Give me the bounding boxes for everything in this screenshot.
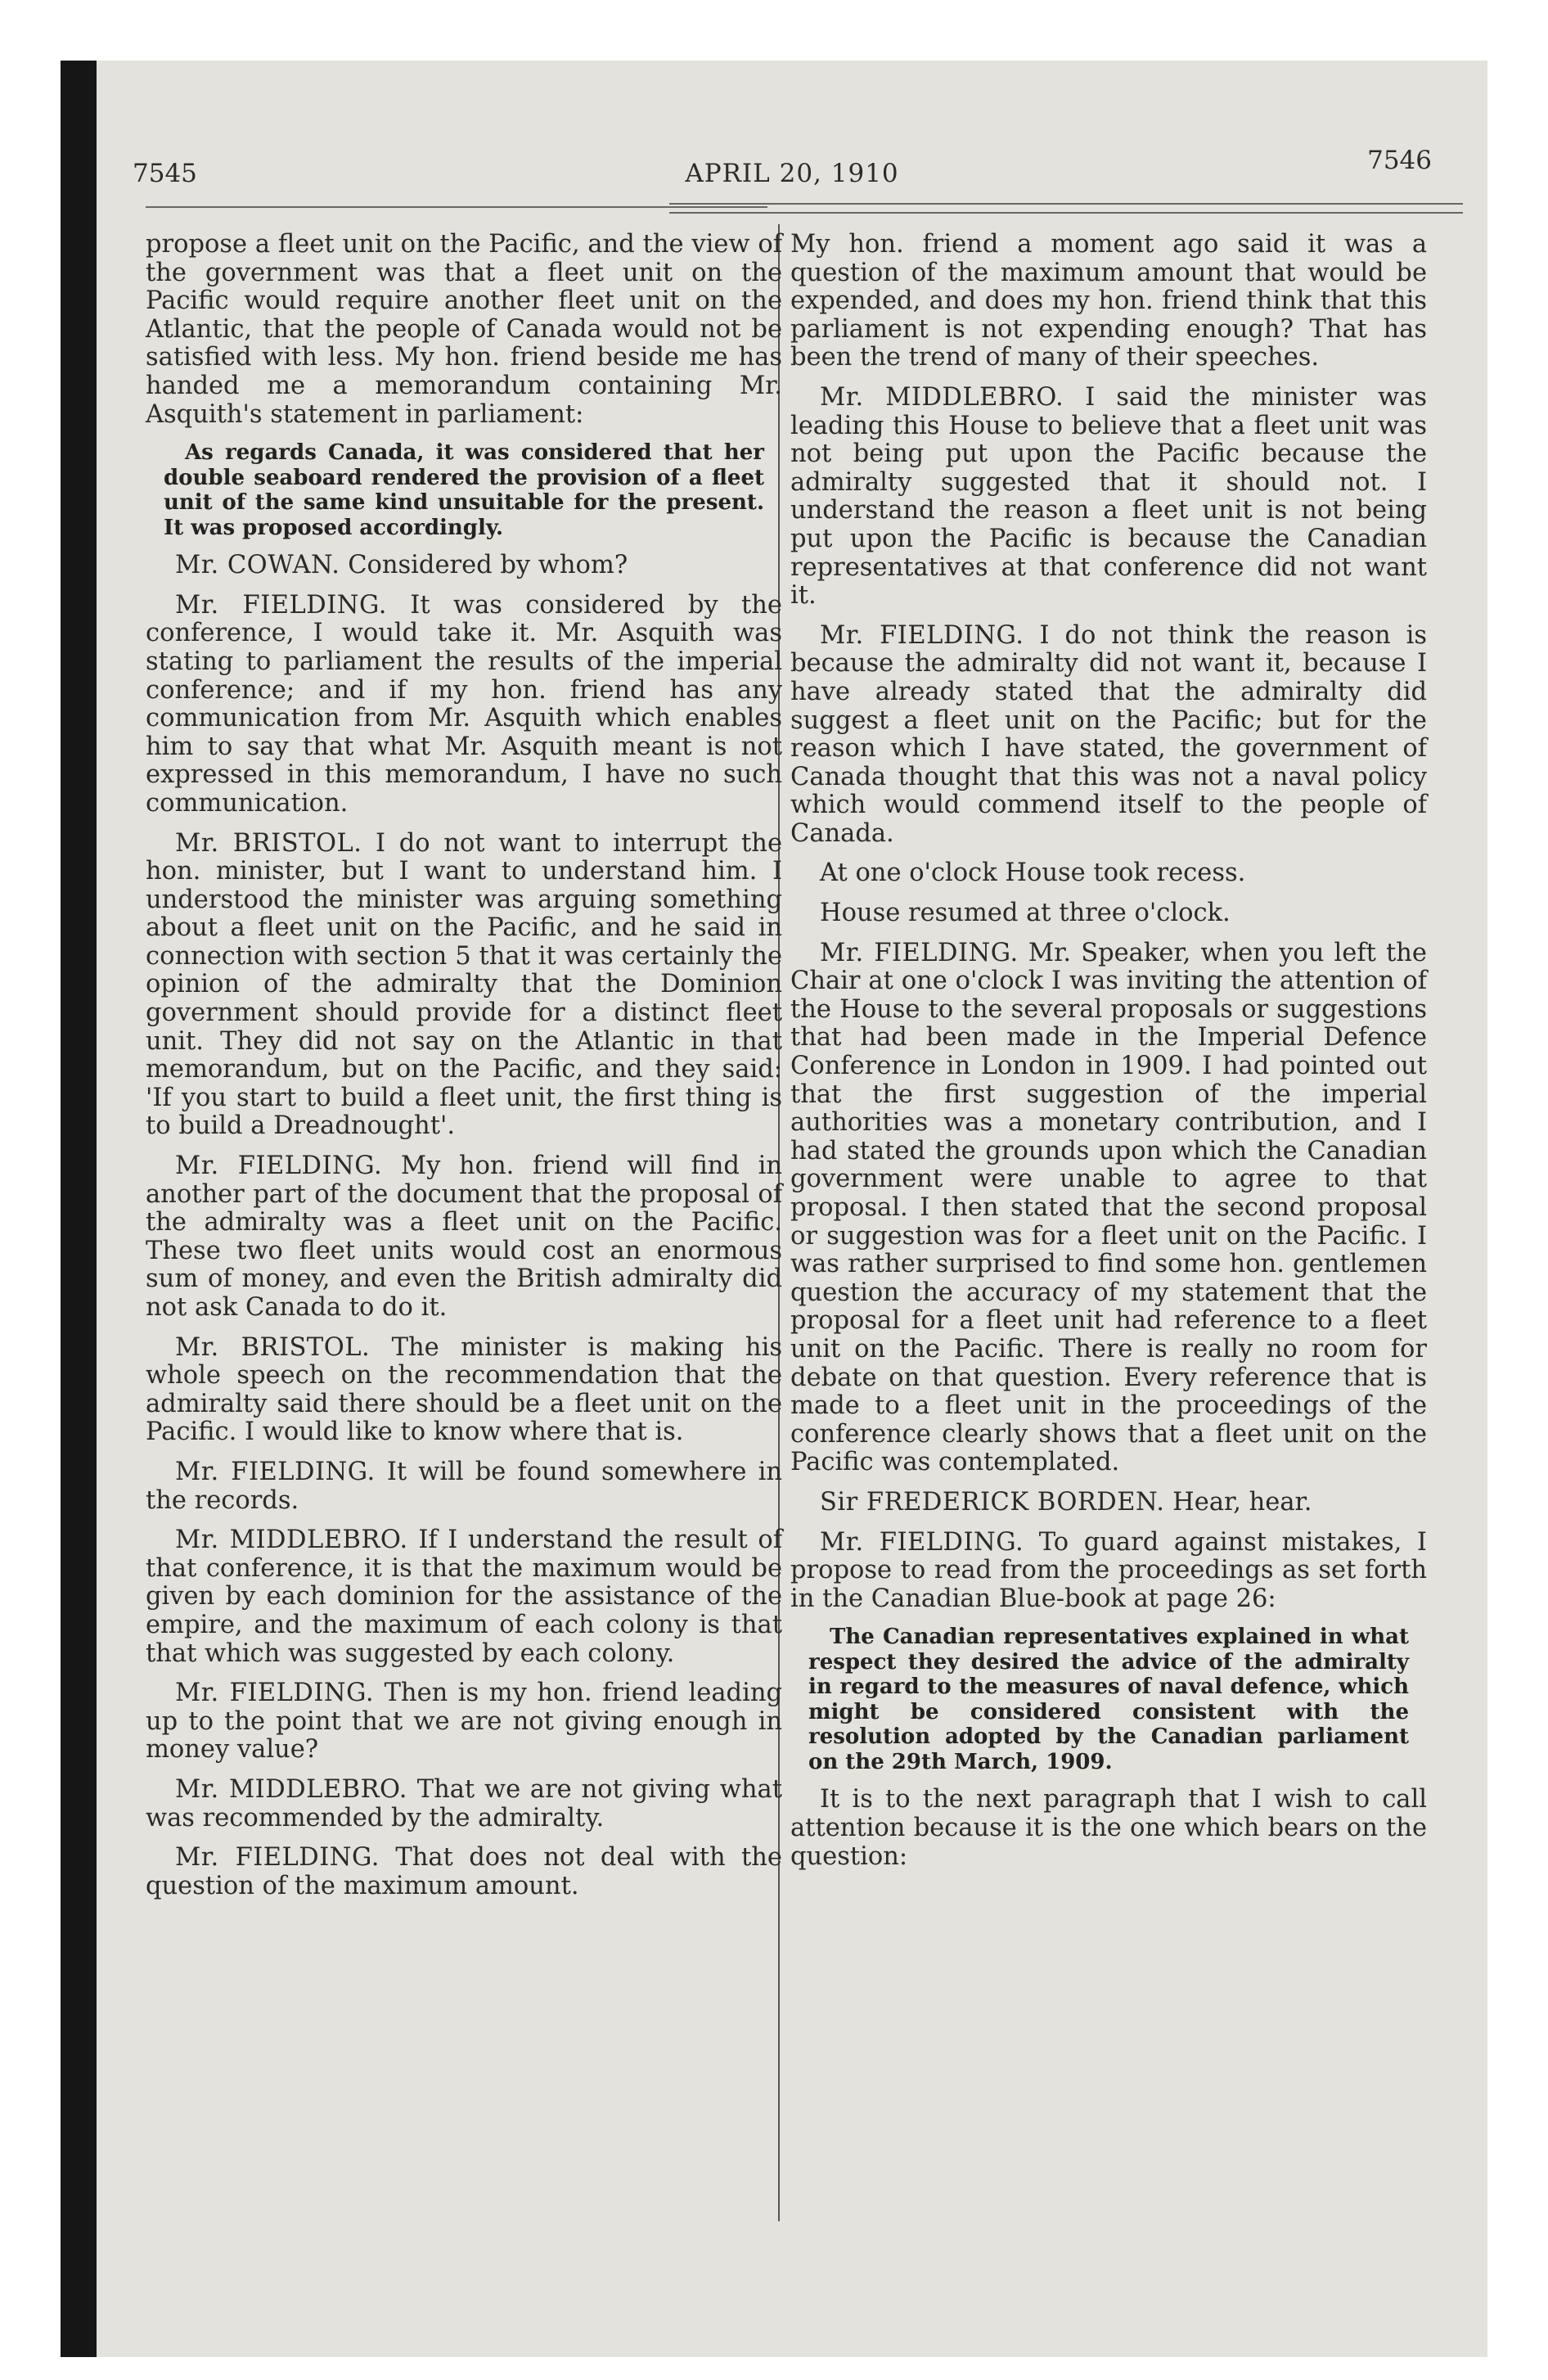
speaker-name: Mr. MIDDLEBRO. — [175, 1774, 407, 1804]
speech-text: Hear, hear. — [1172, 1487, 1312, 1517]
speech-text: Then is my hon. friend leading up to the point that we are not giving enough in money value? — [146, 1679, 782, 1765]
speech-paragraph — [790, 1529, 1427, 1614]
body-paragraph: House resumed at three o'clock. — [820, 899, 1231, 928]
speech-text: I do not want to interrupt the hon. minister, but I want to understand him. I understood the minister was arguing something about a fleet unit on the Pacific, and he said in connection with section 5 that it was certainly the opinion of the admiralty that the Dominion government should provide for a distinct fleet unit. They did not say on the Atlantic in that memorandum, but on the Pacific, and they said: 'If you start to build a fleet unit, the first thing is to build a Dreadnought'. — [146, 828, 783, 1141]
speech-paragraph — [146, 1458, 782, 1515]
speech-text: It will be found somewhere in the records. — [146, 1457, 783, 1515]
speech-text: I do not think the reason is because the admiralty did not want it, because I have already stated that the admiralty did suggest a fleet unit on the Pacific; but for the reason which I have stated, the government of Canada thought that this was not a naval policy which would commend itself to the people of Canada. — [790, 620, 1427, 848]
book-spine — [61, 61, 97, 2357]
speech-text: That does not deal with the question of the maximum amount. — [146, 1843, 782, 1900]
speaker-name: Mr. BRISTOL. — [175, 828, 362, 858]
speaker-name: Mr. FIELDING. — [175, 590, 387, 620]
left-column — [146, 231, 782, 1912]
speech-text: It was considered by the conference, I would take it. Mr. Asquith was stating to parliament the results of the imperial conference; and if my hon. friend has any communication from Mr. Asquith which enables him to say that what Mr. Asquith meant is not expressed in this memorandum, I have no such communication. — [146, 590, 782, 818]
page-number-right: 7546 — [1367, 146, 1432, 175]
body-paragraph: propose a fleet unit on the Pacific, and the view of the government was that a fleet unit on the Pacific would require another fleet unit on the Atlantic, that the people of Canada would not be satisfied with less. My hon. friend beside me has handed me a memorandum containing Mr. Asquith's statement in parliament: — [146, 230, 782, 429]
page-sheet — [97, 61, 1487, 2357]
speaker-name: Sir FREDERICK BORDEN. — [820, 1487, 1165, 1517]
speech-paragraph — [146, 1526, 782, 1668]
speaker-name: Mr. FIELDING. — [820, 1527, 1024, 1557]
speech-text: Mr. Speaker, when you left the Chair at one o'clock I was inviting the attention of the House to the several proposals or suggestions that had been made in the Imperial Defence Conference in London in 1909. I had pointed out that the first suggestion of the imperial authorities was a monetary contribution, and I had stated the grounds upon which the Canadian government were unable to agree to that proposal. I then stated that the second proposal or suggestion was for a fleet unit on the Pacific. I was rather surprised to find some hon. gentlemen question the accuracy of my statement that the proposal for a fleet unit had reference to a fleet unit on the Pacific. There is really no room for debate on that question. Every reference that is made to a fleet unit in the proceedings of the conference clearly shows that a fleet unit on the Pacific was contemplated. — [790, 938, 1427, 1477]
speaker-name: Mr. FIELDING. — [175, 1679, 375, 1708]
speech-paragraph — [790, 1489, 1427, 1517]
speech-paragraph — [146, 1844, 782, 1900]
speech-paragraph — [146, 1334, 782, 1447]
speaker-name: Mr. FIELDING. — [175, 1457, 376, 1486]
speech-text: If I understand the result of that conference, it is that the maximum would be given by each dominion for the assistance of the empire, and the maximum of each colony is that that which was suggested by each colony. — [146, 1526, 782, 1668]
speech-paragraph — [146, 830, 782, 1142]
speaker-name: Mr. COWAN. — [175, 551, 340, 580]
right-column — [790, 231, 1427, 1882]
speaker-name: Mr. MIDDLEBRO. — [820, 382, 1064, 412]
speaker-name: Mr. FIELDING. — [175, 1843, 380, 1873]
running-header-date: APRIL 20, 1910 — [685, 159, 899, 188]
speech-text: Considered by whom? — [348, 551, 628, 580]
speech-paragraph — [146, 1152, 782, 1323]
speaker-name: Mr. BRISTOL. — [175, 1332, 371, 1362]
speaker-name: Mr. MIDDLEBRO. — [175, 1526, 408, 1555]
header-rule-left — [146, 206, 767, 208]
speech-text: My hon. friend will find in another part of the document that the proposal of the admiralty was a fleet unit on the Pacific. These two fleet units would cost an enormous sum of money, and even the British admiralty did not ask Canada to do it. — [146, 1152, 783, 1322]
speech-paragraph — [146, 1776, 782, 1832]
speaker-name: Mr. FIELDING. — [175, 1152, 383, 1181]
speaker-name: Mr. FIELDING. — [820, 620, 1024, 650]
header-rule-right-lower — [669, 212, 1463, 214]
speech-paragraph — [790, 384, 1427, 611]
speech-text: I said the minister was leading this House to believe that a fleet unit was not being put upon the Pacific because the admiralty suggested that it should not. I understand the reason a fleet unit is not being put upon the Pacific is because the Canadian representatives at that conference did not want it. — [790, 382, 1427, 611]
speech-paragraph — [146, 1679, 782, 1765]
page-number-left: 7545 — [133, 159, 197, 188]
speech-text: To guard against mistakes, I propose to read from the proceedings as set forth in the Canadian Blue-book at page 26: — [790, 1527, 1427, 1613]
speech-text: That we are not giving what was recommended by the admiralty. — [146, 1774, 782, 1832]
speaker-name: Mr. FIELDING. — [820, 938, 1019, 967]
speech-paragraph — [790, 622, 1427, 849]
body-paragraph: It is to the next paragraph that I wish to call attention because it is the one which bears on the question: — [790, 1785, 1427, 1871]
quoted-passage: As regards Canada, it was considered that her double seaboard rendered the provision of a fleet unit of the same kind unsuitable for the present. It was proposed accordingly. — [164, 440, 764, 540]
body-paragraph: At one o'clock House took recess. — [820, 859, 1246, 888]
speech-paragraph — [790, 940, 1427, 1477]
speech-paragraph — [146, 552, 782, 580]
body-paragraph: My hon. friend a moment ago said it was a question of the maximum amount that would be expended, and does my hon. friend think that this parliament is not expending enough? That has been the trend of many of their speeches. — [790, 230, 1427, 372]
speech-paragraph — [146, 592, 782, 818]
quoted-passage: The Canadian representatives explained in what respect they desired the advice of the admiralty in regard to the measures of naval defence, which might be considered consistent with the resolution adopted by the Canadian parliament on the 29th March, 1909. — [808, 1625, 1409, 1774]
header-rule-right-upper — [669, 203, 1463, 205]
speech-text: The minister is making his whole speech on the recommendation that the admiralty said there should be a fleet unit on the Pacific. I would like to know where that is. — [146, 1332, 782, 1447]
